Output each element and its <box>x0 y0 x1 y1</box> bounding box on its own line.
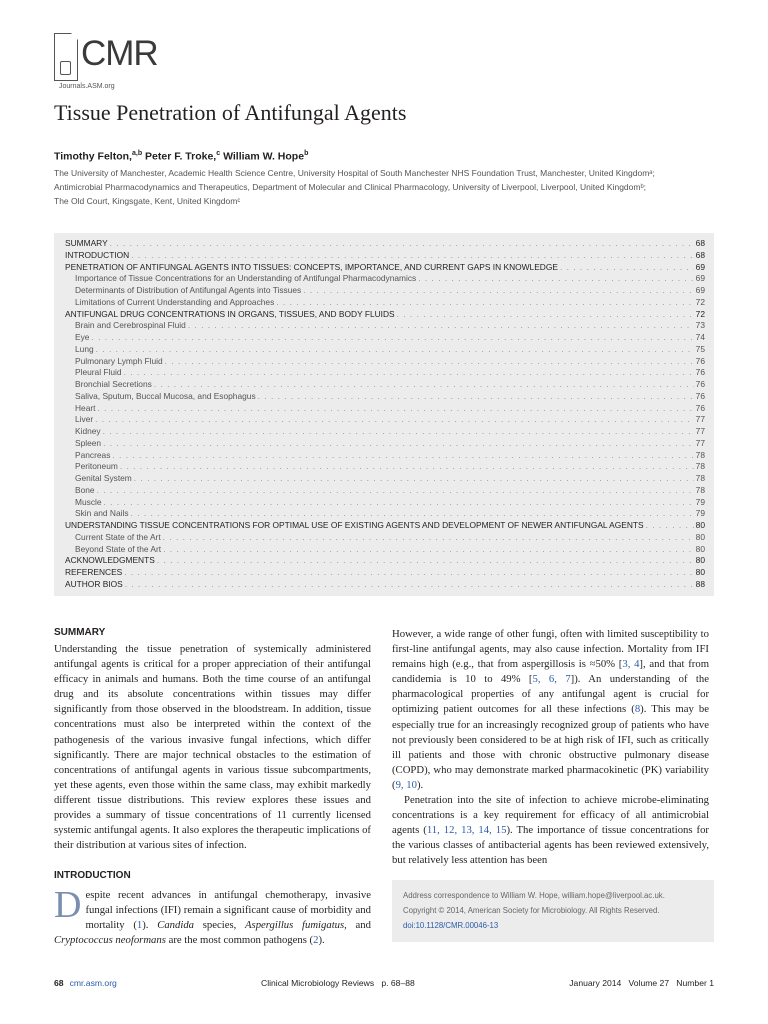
toc-leader-dots <box>188 320 694 330</box>
body-text: However, a wide range of other fungi, often with limited susceptibility to first-line antifungal agents, may also cause infection. Mortality from IFI remains high (e.g., that from aspergillosis is ≈50% [ <box>392 628 709 671</box>
toc-entry-page: 88 <box>695 578 705 589</box>
toc-leader-dots <box>96 344 694 354</box>
author-name: Peter F. Troke, <box>145 150 217 163</box>
toc-entry-page: 72 <box>695 308 705 319</box>
toc-leader-dots <box>258 391 694 401</box>
body-text: ). This may be especially true for an increasingly recognized group of patients who have not previously been considered to be at high risk of IFI, such as critically ill patients and those with chronic obstructive pulmonary disease (COPD), who may demonstrate marked pharmacokinetic (PK) variability ( <box>392 703 709 791</box>
author-affil-mark: c <box>216 150 221 157</box>
toc-leader-dots <box>276 297 693 307</box>
toc-entry-label: Bone <box>75 484 95 495</box>
toc-entry[interactable] <box>65 520 705 532</box>
toc-entry[interactable] <box>65 426 705 438</box>
page-number: 68 <box>54 978 64 988</box>
toc-entry-label: SUMMARY <box>65 238 108 248</box>
toc-leader-dots <box>154 379 694 389</box>
toc-entry-label: ACKNOWLEDGMENTS <box>65 555 155 566</box>
affiliation-line: Antimicrobial Pharmacodynamics and Therapeutics, Department of Molecular and Clinical Pharmacology, University of Liverpool, Liverpool, United Kingdomᵇ; <box>54 182 647 192</box>
document-icon <box>54 33 78 81</box>
toc-entry-page: 80 <box>695 555 705 566</box>
author-affil-mark: a,b <box>131 150 143 157</box>
toc-entry-page: 74 <box>695 332 705 342</box>
right-column <box>392 627 709 869</box>
toc-entry-label: Beyond State of the Art <box>75 543 162 554</box>
intro-text: , and <box>344 919 371 932</box>
toc-entry[interactable] <box>65 532 705 544</box>
toc-entry[interactable] <box>65 273 705 285</box>
intro-text: species, <box>194 919 245 932</box>
table-of-contents <box>54 233 714 596</box>
body-paragraph <box>392 793 709 868</box>
toc-entry[interactable] <box>65 403 705 415</box>
toc-leader-dots <box>646 520 694 530</box>
toc-entry-label: Bronchial Secretions <box>75 379 152 389</box>
toc-entry-page: 76 <box>695 367 705 378</box>
toc-entry[interactable] <box>65 367 705 379</box>
toc-entry-page: 78 <box>695 473 705 483</box>
toc-entry[interactable] <box>65 379 705 391</box>
toc-entry-page: 79 <box>695 496 705 507</box>
toc-leader-dots <box>95 414 694 424</box>
toc-entry[interactable] <box>65 414 705 426</box>
toc-entry-label: UNDERSTANDING TISSUE CONCENTRATIONS FOR OPTIMAL USE OF EXISTING AGENTS AND DEVELOPMENT OF NEWER ANTIFUNGAL AGENTS <box>65 520 644 530</box>
toc-entry-label: Genital System <box>75 473 132 483</box>
toc-entry-label: Spleen <box>75 437 102 448</box>
toc-entry-page: 80 <box>695 543 705 554</box>
citation-link[interactable]: 3, 4 <box>622 658 640 671</box>
toc-entry-page: 76 <box>695 390 705 401</box>
toc-entry-page: 69 <box>695 261 705 272</box>
copyright-notice: Copyright © 2014, American Society for Microbiology. All Rights Reserved. <box>403 906 660 915</box>
toc-entry[interactable] <box>65 250 705 262</box>
toc-entry-label: Peritoneum <box>75 461 118 472</box>
toc-entry[interactable] <box>65 320 705 332</box>
toc-entry-label: Pancreas <box>75 449 111 460</box>
citation-link[interactable]: 8 <box>634 703 641 716</box>
toc-entry-page: 79 <box>695 508 705 519</box>
correspondence-box <box>392 880 714 942</box>
intro-text: ). <box>318 934 325 947</box>
introduction-heading: INTRODUCTION <box>54 870 131 881</box>
toc-entry[interactable] <box>65 438 705 450</box>
author-name: William W. Hope <box>223 150 305 163</box>
toc-entry-page: 80 <box>695 567 705 577</box>
footer-left <box>54 978 117 988</box>
toc-entry[interactable] <box>65 497 705 509</box>
article-title: Tissue Penetration of Antifungal Agents <box>54 100 407 125</box>
species-name: Cryptococcus neoformans <box>54 934 166 947</box>
toc-leader-dots <box>103 426 694 436</box>
body-text: ). <box>416 778 424 791</box>
toc-entry-label: Lung <box>75 343 94 354</box>
toc-entry-page: 72 <box>695 296 705 307</box>
drop-cap: D <box>54 884 82 926</box>
toc-entry-label: Eye <box>75 332 90 342</box>
body-text: ]). An understanding of the pharmacological properties of any antifungal agent is crucial for optimizing patient outcomes for all these infections ( <box>392 673 709 716</box>
toc-leader-dots <box>124 367 694 377</box>
logo-text: CMR <box>81 34 158 73</box>
toc-leader-dots <box>134 473 694 483</box>
toc-leader-dots <box>104 497 694 507</box>
summary-heading: SUMMARY <box>54 627 106 638</box>
toc-entry-label: Kidney <box>75 426 101 436</box>
toc-entry-label: Brain and Cerebrospinal Fluid <box>75 320 186 331</box>
affiliation-line: The Old Court, Kingsgate, Kent, United Kingdomᶜ <box>54 196 241 206</box>
toc-entry[interactable] <box>65 391 705 403</box>
toc-leader-dots <box>112 450 693 460</box>
toc-entry-label: Muscle <box>75 496 102 507</box>
citation-link[interactable]: 11, 12, 13, 14, 15 <box>426 824 507 837</box>
toc-entry[interactable] <box>65 297 705 309</box>
toc-entry-page: 77 <box>695 426 705 436</box>
toc-entry-page: 76 <box>695 402 705 413</box>
toc-entry[interactable] <box>65 473 705 485</box>
correspondence-address: Address correspondence to William W. Hope, william.hope@liverpool.ac.uk. <box>403 891 665 900</box>
footer-issue: January 2014 Volume 27 Number 1 <box>569 978 714 988</box>
toc-entry-page: 80 <box>695 520 705 530</box>
toc-entry-page: 75 <box>695 343 705 354</box>
toc-entry-label: Heart <box>75 402 96 413</box>
species-name: Aspergillus fumigatus <box>245 919 345 932</box>
toc-list <box>65 238 705 591</box>
footer-journal: Clinical Microbiology Reviews p. 68–88 <box>261 978 415 988</box>
toc-leader-dots <box>163 532 694 542</box>
toc-entry-label: Pulmonary Lymph Fluid <box>75 355 163 366</box>
intro-text: are the most common pathogens ( <box>165 934 314 947</box>
toc-entry-page: 68 <box>695 249 705 260</box>
body-text: ). The importance of tissue concentrations for the various classes of antibacterial agents has been reviewed extensively, but relatively less attention has been <box>392 824 709 867</box>
toc-entry[interactable] <box>65 450 705 462</box>
toc-entry-label: INTRODUCTION <box>65 249 130 260</box>
citation-link[interactable]: 1 <box>136 919 143 932</box>
toc-entry-label: Liver <box>75 414 94 425</box>
citation-link[interactable]: 5, 6, 7 <box>532 673 571 686</box>
toc-entry[interactable] <box>65 356 705 368</box>
species-name: Candida <box>157 919 195 932</box>
affiliations <box>54 166 655 208</box>
toc-entry[interactable] <box>65 262 705 274</box>
toc-entry[interactable] <box>65 285 705 297</box>
toc-leader-dots <box>163 544 694 554</box>
toc-entry[interactable] <box>65 238 705 250</box>
toc-entry-page: 80 <box>695 531 705 542</box>
summary-body <box>54 642 371 853</box>
toc-entry-label: REFERENCES <box>65 567 123 577</box>
toc-entry-page: 77 <box>695 437 705 448</box>
author-list <box>54 150 308 163</box>
journal-url[interactable]: cmr.asm.org <box>69 978 117 988</box>
toc-entry[interactable] <box>65 461 705 473</box>
toc-leader-dots <box>418 273 693 283</box>
toc-leader-dots <box>97 403 693 413</box>
toc-leader-dots <box>303 285 693 295</box>
toc-leader-dots <box>131 508 694 518</box>
toc-entry-label: Skin and Nails <box>75 508 129 519</box>
toc-entry-page: 77 <box>695 414 705 425</box>
toc-leader-dots <box>125 579 694 589</box>
toc-leader-dots <box>91 332 693 342</box>
body-text: ], and that from candidemia is 10 to 49% [ <box>392 658 710 686</box>
body-text: Penetration into the site of infection to achieve microbe-eliminating concentrations is a key requirement for efficacy of all antimicrobial agents ( <box>392 794 709 837</box>
toc-entry-label: PENETRATION OF ANTIFUNGAL AGENTS INTO TISSUES: CONCEPTS, IMPORTANCE, AND CURRENT GAPS IN KNOWLEDGE <box>65 261 558 272</box>
toc-entry-page: 73 <box>695 320 705 331</box>
toc-entry-label: ANTIFUNGAL DRUG CONCENTRATIONS IN ORGANS, TISSUES, AND BODY FLUIDS <box>65 308 395 319</box>
doi-link[interactable]: doi:10.1128/CMR.00046-13 <box>403 921 499 930</box>
toc-leader-dots <box>131 250 693 260</box>
toc-leader-dots <box>120 461 694 471</box>
toc-leader-dots <box>124 567 693 577</box>
toc-entry-label: Limitations of Current Understanding and Approaches <box>75 296 275 307</box>
toc-entry-page: 68 <box>695 238 705 248</box>
toc-entry-label: Current State of the Art <box>75 531 161 542</box>
toc-entry-page: 78 <box>695 484 705 495</box>
toc-entry[interactable] <box>65 485 705 497</box>
toc-entry[interactable] <box>65 309 705 321</box>
toc-entry-page: 76 <box>695 355 705 366</box>
toc-entry-label: Saliva, Sputum, Buccal Mucosa, and Esophagus <box>75 390 256 401</box>
toc-entry[interactable] <box>65 544 705 556</box>
intro-text: ). <box>142 919 158 932</box>
toc-leader-dots <box>110 238 694 248</box>
intro-text: espite recent advances in antifungal chemotherapy, invasive fungal infections (IFI) remain a significant cause of morbidity and mortality ( <box>85 889 371 932</box>
citation-link[interactable]: 2 <box>313 934 319 947</box>
toc-entry-label: Pleural Fluid <box>75 367 122 378</box>
citation-link[interactable]: 9, 10 <box>395 778 417 791</box>
author-affil-mark: b <box>304 150 309 157</box>
toc-leader-dots <box>165 356 694 366</box>
toc-entry-page: 78 <box>695 449 705 460</box>
author-name: Timothy Felton, <box>54 150 132 163</box>
toc-entry-page: 76 <box>695 379 705 389</box>
affiliation-line: The University of Manchester, Academic Health Science Centre, University Hospital of South Manchester NHS Foundation Trust, Manchester, United Kingdomᵃ; <box>54 168 655 178</box>
toc-entry-label: Importance of Tissue Concentrations for an Understanding of Antifungal Pharmacodynamics <box>75 273 417 284</box>
toc-leader-dots <box>560 262 694 272</box>
toc-entry[interactable] <box>65 555 705 567</box>
body-paragraph <box>392 627 709 793</box>
logo-url[interactable]: Journals.ASM.org <box>59 83 115 90</box>
toc-entry-page: 78 <box>695 461 705 472</box>
toc-entry[interactable] <box>65 567 705 579</box>
toc-entry[interactable] <box>65 344 705 356</box>
toc-entry[interactable] <box>65 579 705 591</box>
toc-entry[interactable] <box>65 332 705 344</box>
toc-leader-dots <box>397 309 694 319</box>
summary-text: Understanding the tissue penetration of systemically administered antifungal agents is critical for a proper appreciation of their antifungal efficacy in animals and humans. Both the time course of an antifungal drug and its absolute concentrations within tissues may differ significantly from those observed in the bloodstream. In addition, tissue concentrations must also be interpreted within the context of the pathogenesis of the various invasive fungal infections, which differ significantly. There are major technical obstacles to the estimation of concentrations of antifungal agents in various tissue subcompartments, yet these agents, even those within the same class, may exhibit markedly different tissue distributions. This review explores these issues and provides a summary of tissue concentrations of 11 currently licensed systemic antifungal agents. It also explores the therapeutic implications of their distribution at various sites of infection. <box>54 643 371 852</box>
toc-entry-label: AUTHOR BIOS <box>65 578 123 589</box>
introduction-body <box>54 884 371 948</box>
toc-leader-dots <box>157 555 694 565</box>
toc-entry-label: Determinants of Distribution of Antifungal Agents into Tissues <box>75 285 302 295</box>
toc-entry[interactable] <box>65 508 705 520</box>
toc-leader-dots <box>103 438 694 448</box>
toc-entry-page: 69 <box>695 285 705 295</box>
toc-leader-dots <box>97 485 694 495</box>
toc-entry-page: 69 <box>695 273 705 284</box>
